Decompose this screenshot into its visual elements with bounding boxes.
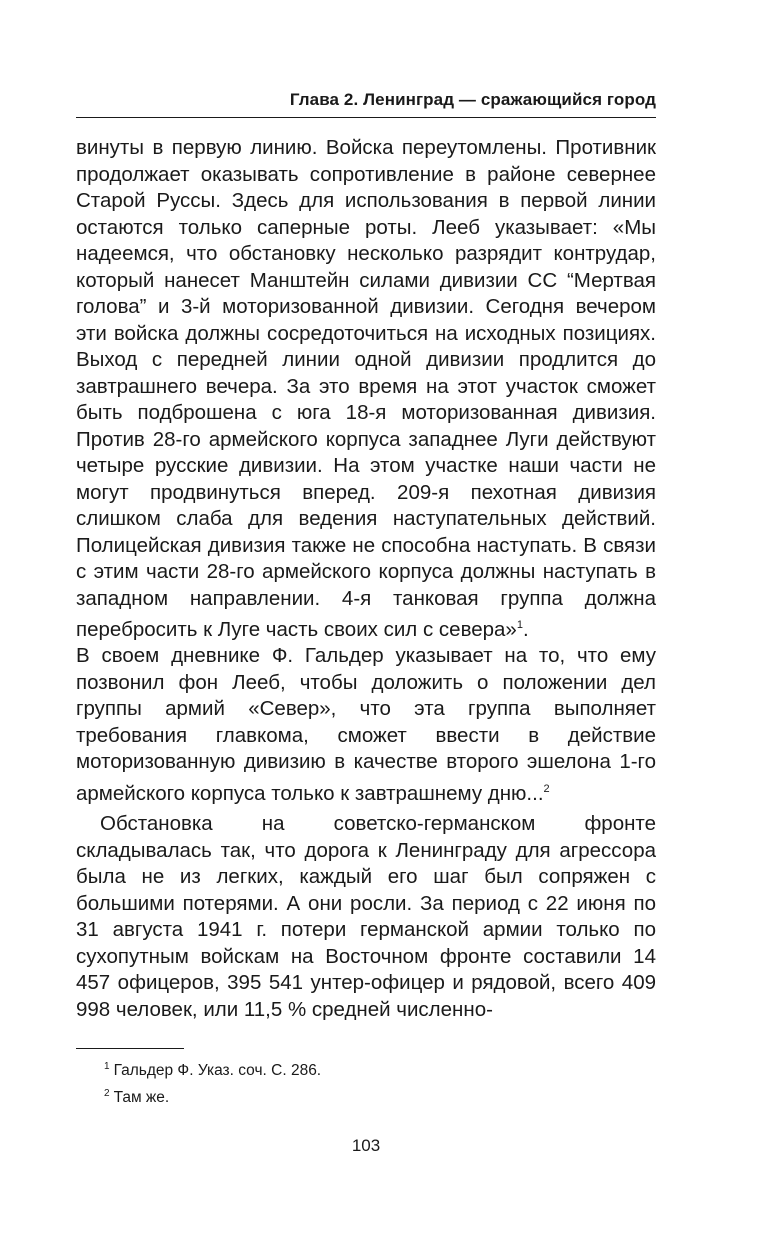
header-rule (76, 117, 656, 118)
footnote-1 (104, 1057, 656, 1084)
footnote-2 (104, 1084, 656, 1111)
paragraph-1: винуты в первую линию. Войска переутомлены. Противник продолжает оказывать сопротивление в районе севернее Старой Руссы. Здесь для использования в первой линии остаются только саперные роты. Лееб указывает: «Мы надеемся, что обстановку несколько разрядит контрудар, который нанесет Манштейн силами дивизии СС “Мертвая голова” и 3-й моторизованной дивизии. Сегодня вечером эти войска должны сосредоточиться на исходных позициях. Выход с передней линии одной дивизии продлится до завтрашнего вечера. За это время на этот участок сможет быть подброшена с юга 18-я моторизованная дивизия. Против 28-го армейского корпуса западнее Луги действуют четыре русские дивизии. На этом участке наши части не могут продвинуться вперед. 209-я пехотная дивизия слишком слаба для ведения наступательных действий. Полицейская дивизия также не способна наступать. В связи с этим части 28-го армейского корпуса должны наступать в западном направлении. 4-я танковая группа должна перебросить к Луге часть своих сил с севера»$^1$. (76, 136, 656, 641)
page-number: 103 (351, 1136, 381, 1155)
footnote-rule (76, 1048, 184, 1049)
paragraph-2 (76, 643, 656, 807)
paragraph-2-text: В своем дневнике Ф. Гальдер указывает на то, что ему позвонил фон Лееб, чтобы доложить о положении дел группы армий «Север», что эта группа выполняет требования главкома, сможет ввести в действие моторизованную дивизию в качестве второго эшелона 1-го армейского корпуса только к завтрашнему дню... (76, 644, 656, 805)
footnote-2-mark: 2 (104, 1087, 110, 1099)
footnote-1-text: Гальдер Ф. Указ. соч. С. 286. (113, 1062, 322, 1079)
paragraph-1-text: винуты в первую линию. Войска переутомлены. Противник продолжает оказывать сопротивление в районе севернее Старой Руссы. Здесь для использования в первой линии остаются только саперные роты. Лееб указывает: «Мы надеемся, что обстановку несколько разрядит контрудар, который нанесет Манштейн силами дивизии СС “Мертвая голова” и 3-й моторизованной дивизии. Сегодня вечером эти войска должны сосредоточиться на исходных позициях. Выход с передней линии одной дивизии продлится до завтрашнего вечера. За это время на этот участок сможет быть подброшена с юга 18-я моторизованная дивизия. Против 28-го армейского корпуса западнее Луги действуют четыре русские дивизии. На этом участке наши части не могут продвинуться вперед. 209-я пехотная дивизия слишком слаба для ведения наступательных действий. Полицейская дивизия также не способна наступать. В связи с этим части 28-го армейского корпуса должны наступать в западном направлении. 4-я танковая группа должна перебросить к Луге часть своих сил с севера» (76, 136, 656, 641)
paragraph-3 (76, 811, 656, 1023)
running-head: Глава 2. Ленинград — сражающийся город (289, 90, 656, 109)
body-text (76, 135, 656, 1023)
footnotes (104, 1057, 656, 1111)
footnote-ref-1: 1 (516, 619, 523, 631)
footnote-2-text: Там же. (113, 1089, 170, 1106)
paragraph-3-text: Обстановка на советско-германском фронте складывалась так, что дорога к Ленинграду для агрессора была не из легких, каждый его шаг был сопряжен с большими потерями. А они росли. За период с 22 июня по 31 августа 1941 г. потери германской армии только по сухопутным войскам на Восточном фронте составили 14 457 офицеров, 395 541 унтер-офицер и рядовой, всего 409 998 человек, или 11,5 % средней численно- (76, 812, 656, 1021)
footnote-ref-2: 2 (543, 782, 550, 795)
footnote-1-mark: 1 (104, 1060, 110, 1072)
